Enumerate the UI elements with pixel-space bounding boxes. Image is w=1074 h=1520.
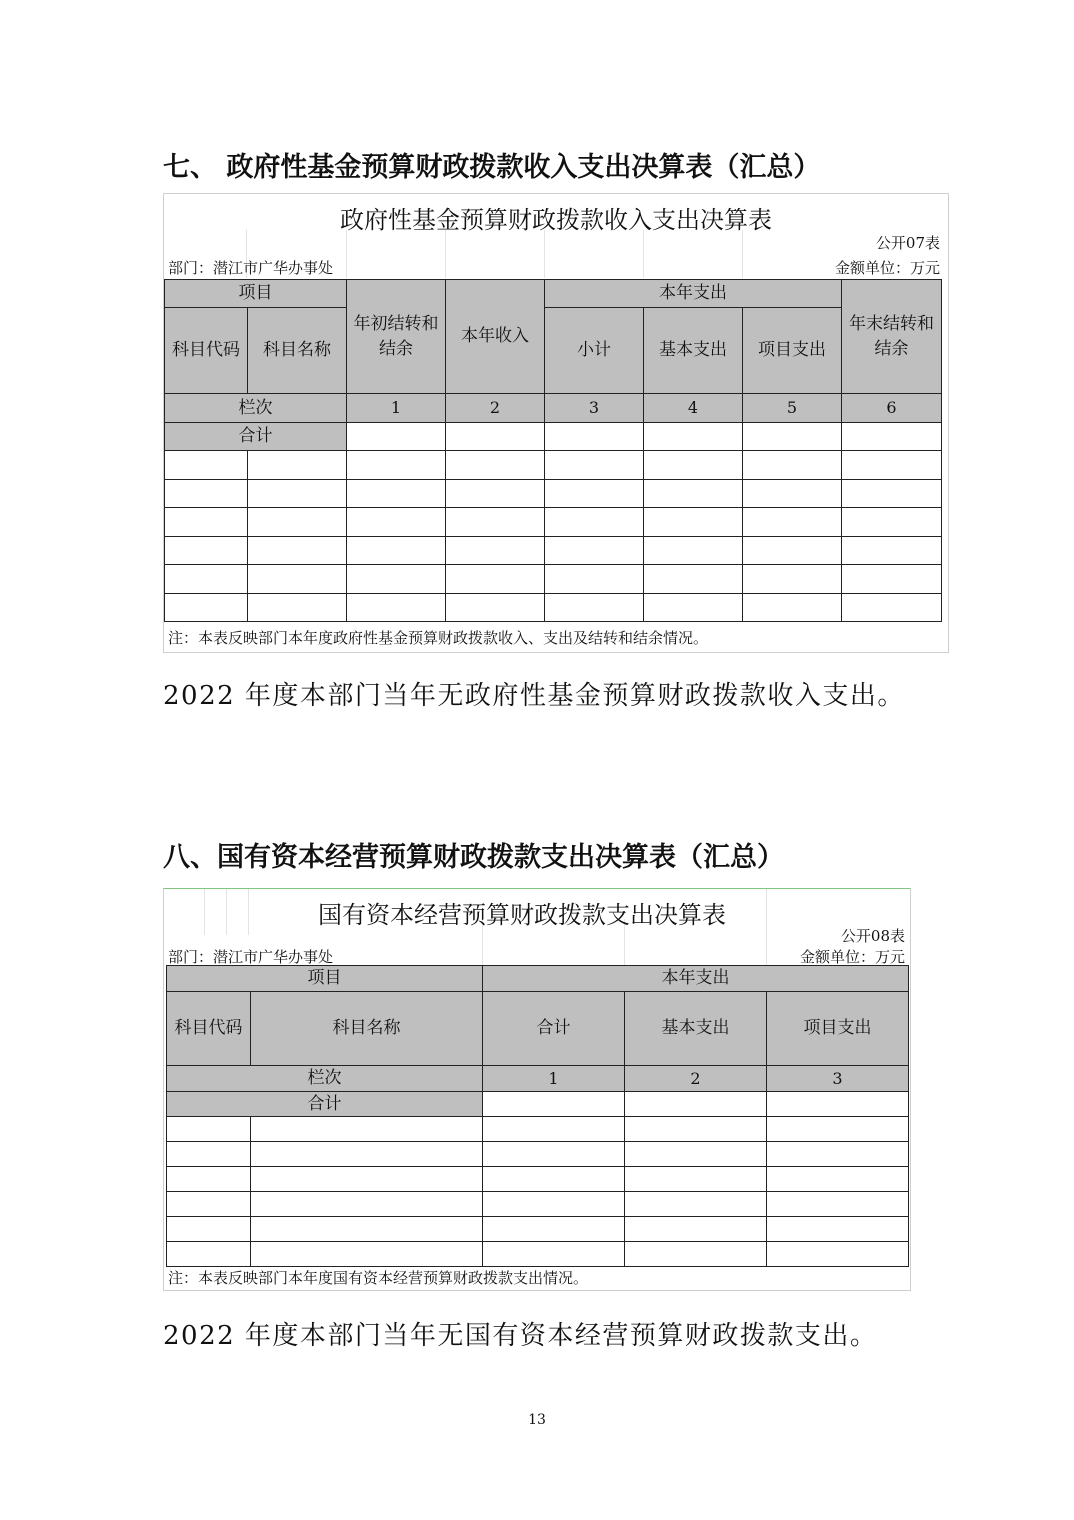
section7-sheet (163, 193, 949, 653)
table-row (165, 508, 942, 537)
table-row (167, 1242, 909, 1267)
table-row (165, 537, 942, 565)
column-number: 2 (625, 1066, 767, 1092)
table-row (167, 1167, 909, 1192)
table-row (167, 1142, 909, 1167)
section7-note: 注：本表反映部门本年度政府性基金预算财政拨款收入、支出及结转和结余情况。 (168, 629, 709, 647)
header-expense: 本年支出 (545, 280, 842, 308)
section8-table (166, 965, 909, 1267)
table-cell (625, 1091, 767, 1117)
section8-sheet (163, 888, 911, 1291)
header-code: 科目代码 (167, 992, 251, 1066)
header-subtotal: 小计 (545, 308, 644, 394)
table-cell (347, 423, 446, 451)
table-row (165, 565, 942, 594)
section7-statement: 2022 年度本部门当年无政府性基金预算财政拨款收入支出。 (163, 681, 905, 711)
table-row (165, 451, 942, 480)
column-number: 3 (545, 394, 644, 423)
header-item: 项目 (167, 966, 483, 992)
column-number: 4 (644, 394, 743, 423)
section8-statement: 2022 年度本部门当年无国有资本经营预算财政拨款支出。 (163, 1321, 878, 1351)
header-expense: 本年支出 (483, 966, 909, 992)
header-name: 科目名称 (251, 992, 483, 1066)
column-number: 5 (743, 394, 842, 423)
column-number: 6 (842, 394, 942, 423)
total-label: 合计 (165, 423, 347, 451)
column-index-label: 栏次 (167, 1066, 483, 1092)
header-income: 本年收入 (446, 280, 545, 394)
table-cell (767, 1091, 909, 1117)
table-row (167, 1117, 909, 1142)
column-number: 3 (767, 1066, 909, 1092)
header-project: 项目支出 (767, 992, 909, 1066)
column-number: 1 (347, 394, 446, 423)
table-row (167, 1217, 909, 1242)
section7-table-title: 政府性基金预算财政拨款收入支出决算表 (340, 206, 772, 234)
header-basic: 基本支出 (625, 992, 767, 1066)
section7-form-number: 公开07表 (875, 234, 940, 252)
header-begin-balance: 年初结转和结余 (347, 280, 446, 394)
header-basic: 基本支出 (644, 308, 743, 394)
section8-heading: 八、国有资本经营预算财政拨款支出决算表（汇总） (163, 842, 784, 873)
page-number: 13 (528, 1412, 546, 1428)
section8-department: 部门：潜江市广华办事处 (168, 948, 334, 966)
table-cell (644, 423, 743, 451)
header-project: 项目支出 (743, 308, 842, 394)
table-cell (483, 1091, 625, 1117)
table-cell (446, 423, 545, 451)
section7-table (164, 279, 942, 622)
total-label: 合计 (167, 1091, 483, 1117)
header-name: 科目名称 (248, 308, 347, 394)
section8-note: 注：本表反映部门本年度国有资本经营预算财政拨款支出情况。 (168, 1269, 589, 1287)
section7-department: 部门：潜江市广华办事处 (168, 259, 334, 277)
section8-table-title: 国有资本经营预算财政拨款支出决算表 (318, 901, 726, 929)
table-row (165, 594, 942, 622)
section8-unit: 金额单位：万元 (799, 948, 905, 966)
table-cell (545, 423, 644, 451)
table-cell (743, 423, 842, 451)
column-number: 1 (483, 1066, 625, 1092)
table-row (167, 1192, 909, 1217)
header-code: 科目代码 (165, 308, 248, 394)
table-row (165, 480, 942, 508)
header-item: 项目 (165, 280, 347, 308)
section7-heading: 七、 政府性基金预算财政拨款收入支出决算表（汇总） (163, 152, 821, 183)
header-total: 合计 (483, 992, 625, 1066)
table-cell (842, 423, 942, 451)
header-end-balance: 年末结转和结余 (842, 280, 942, 394)
column-number: 2 (446, 394, 545, 423)
column-index-label: 栏次 (165, 394, 347, 423)
section7-unit: 金额单位：万元 (834, 259, 940, 277)
section8-form-number: 公开08表 (840, 927, 905, 945)
